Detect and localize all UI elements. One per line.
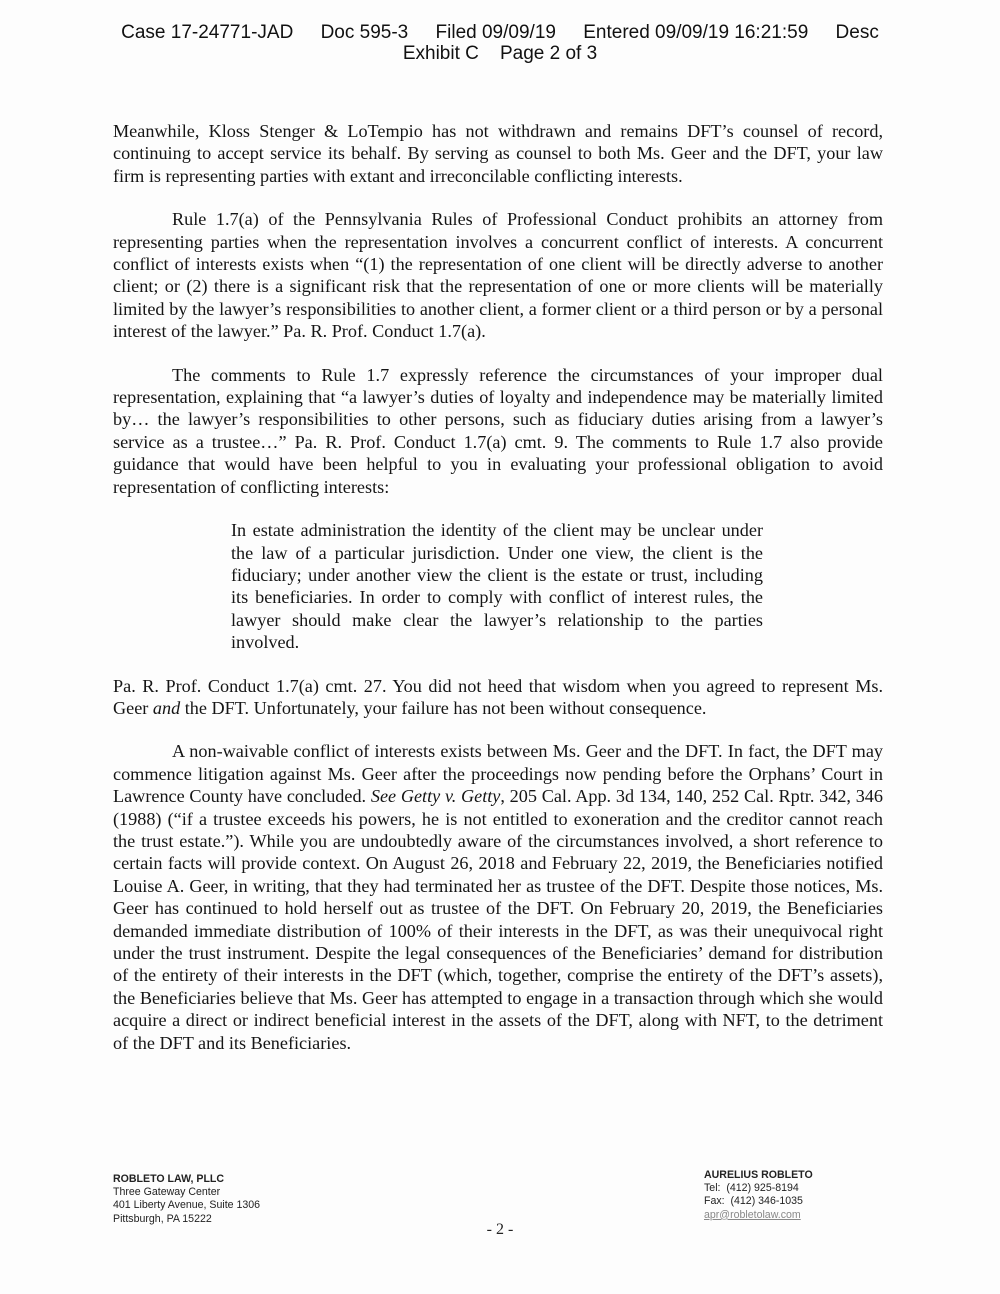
desc-label: Desc bbox=[835, 22, 879, 43]
case-number: Case 17-24771-JAD bbox=[121, 22, 294, 43]
page-number: - 2 - bbox=[486, 1221, 514, 1238]
doc-number: Doc 595-3 bbox=[320, 22, 409, 43]
paragraph-non-waivable-conflict bbox=[113, 740, 883, 1054]
court-filing-header bbox=[0, 22, 1000, 64]
address-line-2: 401 Liberty Avenue, Suite 1306 bbox=[113, 1199, 261, 1212]
fax: Fax: (412) 346-1035 bbox=[704, 1195, 803, 1208]
firm-name: ROBLETO LAW, PLLC bbox=[113, 1173, 225, 1185]
filed-date: Filed 09/09/19 bbox=[435, 22, 556, 43]
email-link[interactable]: apr@robletolaw.com bbox=[704, 1208, 801, 1221]
case-citation-getty: See Getty v. Getty bbox=[370, 786, 501, 807]
attorney-name: AURELIUS ROBLETO bbox=[704, 1169, 813, 1181]
paragraph-conflict-end: , 205 Cal. App. 3d 134, 140, 252 Cal. Rptr. 342, 346 (1988) (“if a trustee exceeds his powers, he is not entitled to exoneration and the creditor cannot reach the trust estate.”). While you are undoubtedly aware of the circumstances involved, a short reference to certain facts will provide context. On August 26, 2018 and February 22, 2019, the Beneficiaries notified Louise A. Geer, in writing, that they had terminated her as trustee of the DFT. Despite those notices, Ms. Geer has continued to hold herself out as trustee of the DFT. On February 20, 2019, the Beneficiaries demanded immediate distribution of 100% of their interests in the DFT, as was their unequivocal right under the trust instrument. Despite the legal consequences of the Beneficiaries’ demand for distribution of the entirety of their interests in the DFT (which, together, comprise the entirety of the DFT’s assets), the Beneficiaries believe that Ms. Geer has attempted to engage in a transaction through which she would acquire a direct or indirect beneficial interest in the assets of the DFT, along with NFT, to the detriment of the DFT and its Beneficiaries. bbox=[113, 786, 883, 1053]
paragraph-rule-1-7: Rule 1.7(a) of the Pennsylvania Rules of Professional Conduct prohibits an attorney from representing parties when the representation involves a concurrent conflict of interests. A concurrent conflict of interests exists when “(1) the representation of one client will be directly adverse to another client; or (2) there is a significant risk that the representation of one or more clients will be materially limited by the lawyer’s responsibilities to another client, a former client or a third person or by a personal interest of the lawyer.” Pa. R. Prof. Conduct 1.7(a). bbox=[113, 209, 883, 342]
emphasis-and: and bbox=[152, 697, 181, 718]
letterhead-footer-firm bbox=[113, 1173, 260, 1226]
letterhead-footer-contact bbox=[704, 1169, 813, 1222]
entered-date: Entered 09/09/19 16:21:59 bbox=[583, 22, 809, 43]
telephone: Tel: (412) 925-8194 bbox=[704, 1182, 799, 1195]
paragraph-rule-comments: The comments to Rule 1.7 expressly reference the circumstances of your improper dual representation, explaining that “a lawyer’s duties of loyalty and independence may be materially limited by… the lawyer’s responsibilities to other persons, such as fiduciary duties arising from a lawyer’s service as a trustee…” Pa. R. Prof. Conduct 1.7(a) cmt. 9. The comments to Rule 1.7 also provide guidance that would have been helpful to you in evaluating your professional obligation to avoid representation of conflicting interests: bbox=[113, 364, 883, 497]
paragraph-conflict-start: A non-waivable conflict of interests exists between Ms. Geer and the DFT. In fact, the DFT may commence litigation against Ms. Geer after the proceedings now pending before the Orphans’ Court in Lawrence County have concluded. bbox=[113, 741, 883, 807]
paragraph-cmt-27 bbox=[113, 675, 883, 720]
letter-body bbox=[113, 120, 883, 1075]
filing-header-line bbox=[0, 22, 1000, 43]
address-line-3: Pittsburgh, PA 15222 bbox=[113, 1212, 212, 1225]
paragraph-dual-counsel: Meanwhile, Kloss Stenger & LoTempio has not withdrawn and remains DFT’s counsel of record, continuing to accept service its behalf. By serving as counsel to both Ms. Geer and the DFT, your law firm is representing parties with extant and irreconcilable conflicting interests. bbox=[113, 121, 883, 186]
exhibit-page-label: Exhibit C Page 2 of 3 bbox=[402, 43, 598, 64]
paragraph-cmt-27-end: the DFT. Unfortunately, your failure has not been without consequence. bbox=[180, 697, 707, 718]
address-line-1: Three Gateway Center bbox=[113, 1186, 221, 1199]
block-quote-estate-administration: In estate administration the identity of the client may be unclear under the law of a particular jurisdiction. Under one view, the client is the fiduciary; under another view the client is the estate or trust, including its beneficiaries. In order to comply with conflict of interest rules, the lawyer should make clear the lawyer’s relationship to the parties involved. bbox=[231, 520, 763, 653]
paragraph-cmt-27-start: Pa. R. Prof. Conduct 1.7(a) cmt. 27. You did not heed that wisdom when you agreed to represent Ms. Geer bbox=[113, 675, 883, 718]
